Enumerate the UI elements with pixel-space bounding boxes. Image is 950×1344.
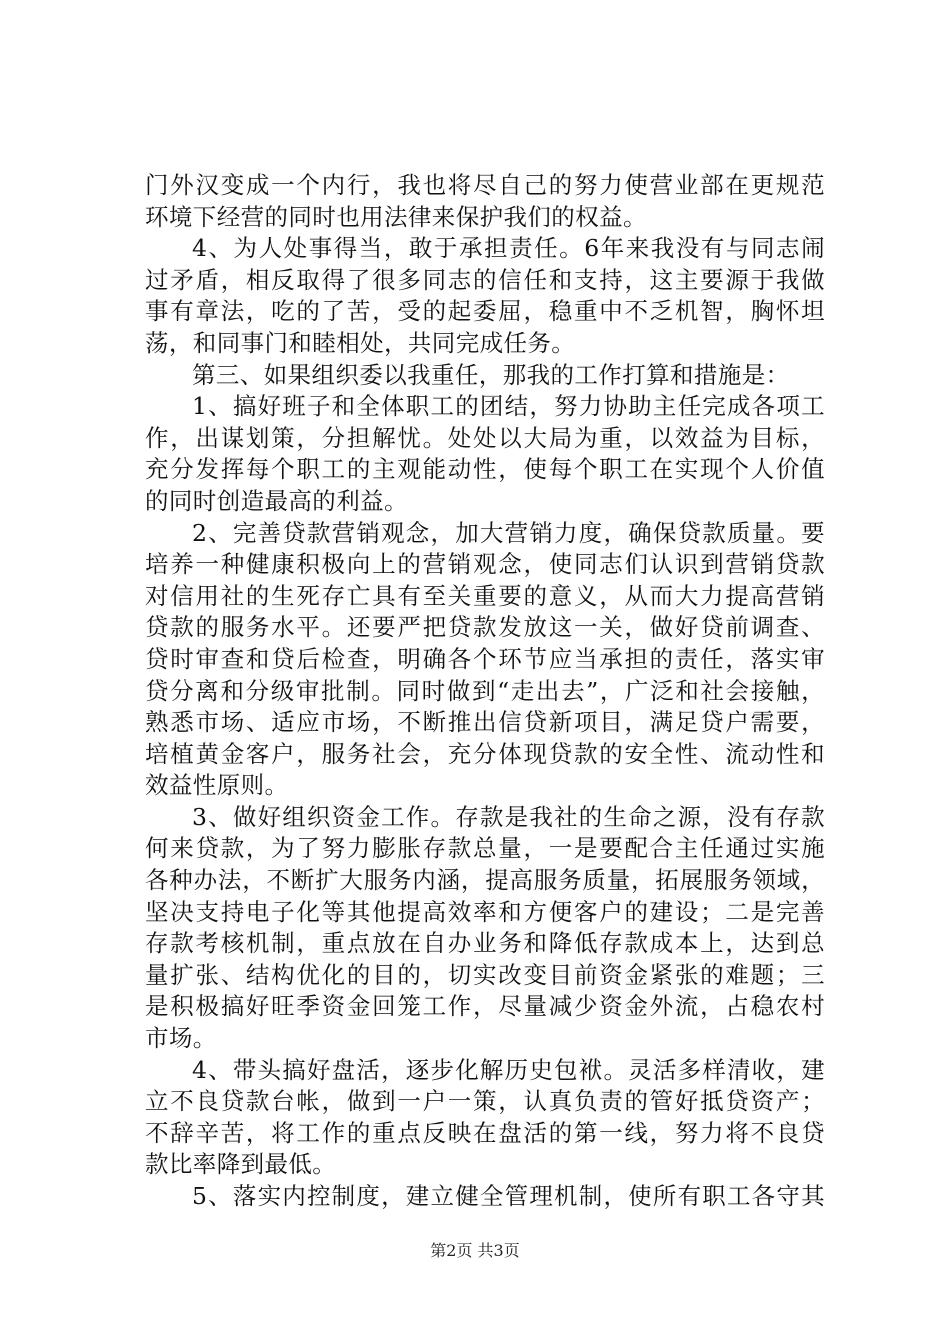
text-line: 环境下经营的同时也用法律来保护我们的权益。 [145, 202, 647, 231]
text-line: 市场。 [145, 1024, 217, 1053]
text-line: 事有章法，吃的了苦，受的起委屈，稳重中不乏机智，胸怀坦 [145, 297, 825, 326]
text-line: 款比率降到最低。 [145, 1150, 337, 1179]
text-line: 培养一种健康积极向上的营销观念，使同志们认识到营销贷款 [145, 550, 825, 579]
text-line: 存款考核机制，重点放在自办业务和降低存款成本上，达到总 [145, 929, 825, 958]
text-line: 对信用社的生死存亡具有至关重要的意义，从而大力提高营销 [145, 581, 825, 610]
text-line: 贷款的服务水平。还要严把贷款发放这一关，做好贷前调查、 [145, 613, 825, 642]
text-line: 2、完善贷款营销观念，加大营销力度，确保贷款质量。要 [192, 518, 825, 547]
text-line: 1、搞好班子和全体职工的团结，努力协助主任完成各项工 [192, 392, 825, 421]
text-line: 4、为人处事得当，敢于承担责任。6年来我没有与同志闹 [192, 234, 825, 263]
page-footer: 第2页 共3页 [430, 1241, 520, 1260]
text-line: 坚决支持电子化等其他提高效率和方便客户的建设；二是完善 [145, 897, 825, 926]
text-line: 充分发挥每个职工的主观能动性，使每个职工在实现个人价值 [145, 455, 825, 484]
text-line: 3、做好组织资金工作。存款是我社的生命之源，没有存款 [192, 802, 825, 831]
text-line: 培植黄金客户，服务社会，充分体现贷款的安全性、流动性和 [145, 739, 825, 768]
text-line: 荡，和同事门和睦相处，共同完成任务。 [145, 328, 576, 357]
text-line: 的同时创造最高的利益。 [145, 486, 408, 515]
text-line: 量扩张、结构优化的目的，切实改变目前资金紧张的难题；三 [145, 960, 825, 989]
text-line: 作，出谋划策，分担解忧。处处以大局为重，以效益为目标， [145, 423, 825, 452]
text-line: 4、带头搞好盘活，逐步化解历史包袱。灵活多样清收，建 [192, 1055, 825, 1084]
text-line: 熟悉市场、适应市场，不断推出信贷新项目，满足贷户需要， [145, 708, 825, 737]
text-line: 过矛盾，相反取得了很多同志的信任和支持，这主要源于我做 [145, 265, 825, 294]
text-line: 贷时审查和贷后检查，明确各个环节应当承担的责任，落实审 [145, 644, 825, 673]
text-line: 立不良贷款台帐，做到一户一策，认真负责的管好抵贷资产； [145, 1087, 825, 1116]
text-line: 门外汉变成一个内行，我也将尽自己的努力使营业部在更规范 [145, 171, 825, 199]
text-line: 各种办法，不断扩大服务内涵，提高服务质量，拓展服务领域， [145, 866, 825, 895]
text-line: 是积极搞好旺季资金回笼工作，尽量减少资金外流，占稳农村 [145, 992, 825, 1021]
text-line: 第三、如果组织委以我重任，那我的工作打算和措施是： [192, 360, 790, 389]
text-line: 贷分离和分级审批制。同时做到“走出去”，广泛和社会接触， [145, 676, 825, 705]
text-line: 效益性原则。 [145, 771, 289, 800]
text-line: 5、落实内控制度，建立健全管理机制，使所有职工各守其 [192, 1182, 825, 1210]
document-body [145, 170, 825, 1213]
text-line: 何来贷款，为了努力膨胀存款总量，一是要配合主任通过实施 [145, 834, 825, 863]
text-line: 不辞辛苦，将工作的重点反映在盘活的第一线，努力将不良贷 [145, 1118, 825, 1147]
